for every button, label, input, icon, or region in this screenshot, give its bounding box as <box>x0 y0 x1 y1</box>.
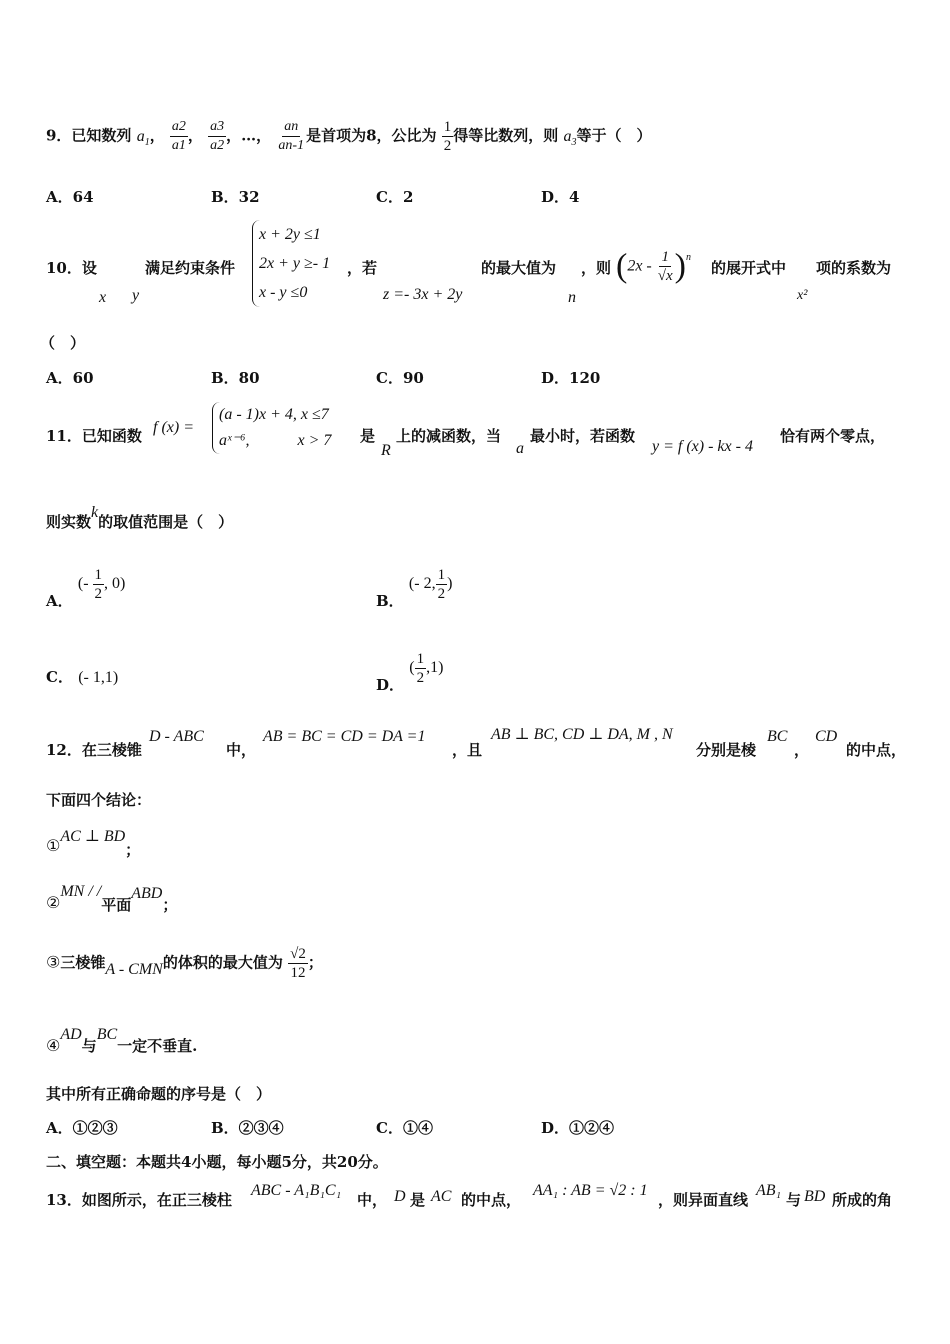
q12-option-b: B．②③④ <box>211 1119 284 1137</box>
q12-comma: ， <box>794 741 810 759</box>
q12-statement-2: ②MN / /平面ABD； <box>46 883 178 914</box>
q12-option-a: A．①②③ <box>46 1119 118 1137</box>
q10-option-a: A．60 <box>46 369 94 387</box>
q11-case-1: (a - 1)x + 4, x ≤7 <box>219 406 329 423</box>
q9-frac-a3-a2: $\frac{a3}{a2}$ <box>210 119 225 153</box>
q11-option-d: D． ( $\frac{1}{2}$ ,1) <box>376 651 444 695</box>
q9-frac-an: $\frac{an}{an-1}$ <box>278 119 305 153</box>
q10-x: x <box>99 289 107 306</box>
q10-max-label: 的最大值为 <box>481 259 557 277</box>
q10-constraint-system <box>252 220 330 307</box>
q12-and: ，且 <box>452 741 483 759</box>
q13-AB1: AB₁ <box>756 1182 782 1199</box>
q9-option-c: C．2 <box>376 188 414 206</box>
q12-statement-4: ④AD与BC一定不垂直. <box>46 1026 198 1055</box>
q10-objective: z =- 3x + 2y <box>383 286 463 303</box>
q13-angle: 所成的角 <box>832 1191 893 1209</box>
q13-skew: ，则异面直线 <box>658 1191 749 1209</box>
q10-stem: 10．设 <box>46 259 97 277</box>
q11-case-2: aˣ⁻⁶, x > 7 <box>219 432 332 449</box>
q10-then: ，则 <box>581 259 612 277</box>
q11-is: 是 <box>360 427 376 445</box>
q10-constraint-3: x - y ≤0 <box>259 284 308 301</box>
q10-if: ，若 <box>347 259 378 277</box>
q9-a3: $a_3$ <box>563 127 577 148</box>
q9-a1: $a_1$ <box>136 127 150 148</box>
q12-tetrahedron: D - ABC <box>149 728 204 745</box>
q9-option-a: A．64 <box>46 188 94 206</box>
q12-conclusions: 下面四个结论： <box>46 791 152 809</box>
q12-resp: 分别是棱 <box>696 741 757 759</box>
q13-BD: BD <box>804 1188 826 1205</box>
q12-ask: 其中所有正确命题的序号是（ ） <box>46 1085 272 1103</box>
q10-option-c: C．90 <box>376 369 424 387</box>
q11-two-zeros: 恰有两个零点， <box>780 427 886 445</box>
q13-midpoint: 的中点， <box>461 1191 522 1209</box>
q13-AC: AC <box>431 1188 452 1205</box>
q10-binomial: (2x - $\frac{1}{√x}$ )$^n$ <box>616 247 691 285</box>
q12-option-d: D．①②④ <box>541 1119 615 1137</box>
q11-option-a: A． (- $\frac{1}{2}$ , 0) <box>46 567 126 611</box>
q11-g: y = f (x) - kx - 4 <box>652 438 753 455</box>
q11-min: 最小时，若函数 <box>530 427 636 445</box>
q12-perp: AB ⊥ BC, CD ⊥ DA, M , N <box>491 726 673 743</box>
q11-option-b: B． (- 2, $\frac{1}{2}$ ) <box>376 567 453 611</box>
q12-stem: 12．在三棱锥 <box>46 741 142 759</box>
q12-statement-3: ③三棱锥A - CMN的体积的最大值为 $\frac{√2}{12}$ ； <box>46 946 323 981</box>
q12-bc: BC <box>767 728 788 745</box>
q12-cd: CD <box>815 728 838 745</box>
q11-option-c: C． (- 1,1) <box>46 668 119 686</box>
q12-statement-1: ①AC ⊥ BD； <box>46 828 141 859</box>
q10-n: n <box>568 289 576 306</box>
q12-equal-edges: AB = BC = CD = DA =1 <box>263 728 426 745</box>
q10-coef-label: 项的系数为 <box>816 259 892 277</box>
q12-midpoint: 的中点， <box>846 741 907 759</box>
q9-ratio-half: $\frac{1}{2}$ <box>443 119 452 154</box>
q11-k: k <box>91 504 99 521</box>
q11-decreasing: 上的减函数，当 <box>396 427 502 445</box>
q13-D: D <box>394 1188 406 1205</box>
q10-option-d: D．120 <box>541 369 601 387</box>
q10-expansion-label: 的展开式中 <box>711 259 787 277</box>
q12-in: 中， <box>226 741 257 759</box>
q9-frac-a2-a1: $\frac{a2}{a1}$ <box>171 119 186 153</box>
q13-prism: ABC - A₁B₁C₁ <box>251 1182 342 1199</box>
q9-option-d: D．4 <box>541 188 580 206</box>
q12-option-c: C．①④ <box>376 1119 433 1137</box>
q10-constraint-2: 2x + y ≥- 1 <box>259 255 331 272</box>
q13-is: 是 <box>410 1191 426 1209</box>
q10-blank: （ ） <box>40 334 86 352</box>
q11-piecewise <box>212 402 331 454</box>
question-9: 9．已知数列 $a_1$， $\frac{a2}{a1}$ ， $\frac{a3}{a2}$ ，…， $\frac{an}{an-1}$ 是首项为8，公比为 $\frac{1}{2}$ 得等比数列，则 $a_3$等于（ ） <box>46 119 652 154</box>
q11-line2: 则实数k的取值范围是（ ） <box>46 504 234 531</box>
section-heading: 二、填空题：本题共4小题，每小题5分，共20分。 <box>46 1153 388 1171</box>
q10-x-squared: x² <box>797 288 808 303</box>
q11-a: a <box>516 440 524 457</box>
q10-constraints-label: 满足约束条件 <box>145 259 236 277</box>
q11-function-name: f (x) = <box>153 419 194 436</box>
q13-stem: 13．如图所示，在正三棱柱 <box>46 1191 232 1209</box>
q10-constraint-1: x + 2y ≤1 <box>259 226 321 243</box>
q10-y: y <box>132 287 140 304</box>
q9-option-b: B．32 <box>211 188 260 206</box>
q13-ratio: AA₁ : AB = √2 : 1 <box>533 1182 648 1199</box>
q10-option-b: B．80 <box>211 369 260 387</box>
q9-stem: 9．已知数列 <box>46 126 132 145</box>
q11-R: R <box>381 442 391 459</box>
q13-and: 与 <box>786 1191 802 1209</box>
q13-in: 中， <box>357 1191 388 1209</box>
q11-stem: 11．已知函数 <box>46 427 142 445</box>
